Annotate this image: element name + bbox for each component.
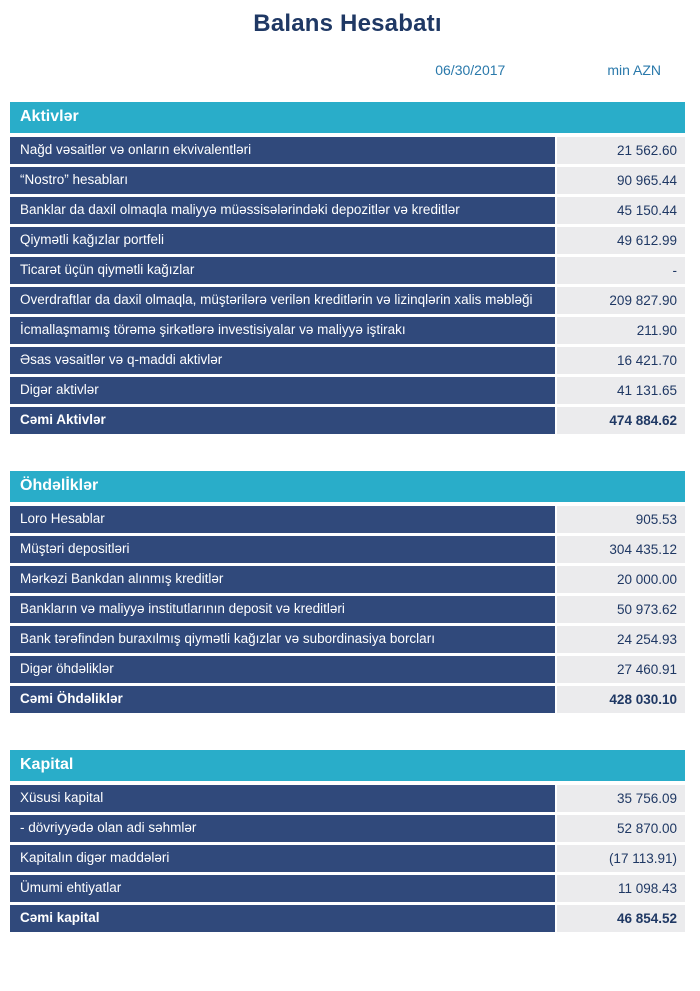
table-row (10, 566, 685, 593)
page-title: Balans Hesabatı (253, 10, 442, 37)
row-label: Loro Hesablar (10, 506, 555, 533)
row-label: Digər aktivlər (10, 377, 555, 404)
row-label: Cəmi kapital (10, 905, 555, 932)
row-label: Ticarət üçün qiymətli kağızlar (10, 257, 555, 284)
table-row (10, 506, 685, 533)
row-label: Nağd vəsaitlər və onların ekvivalentləri (10, 137, 555, 164)
table-row (10, 317, 685, 344)
row-value: 211.90 (557, 317, 685, 344)
unit-label: min AZN (607, 62, 661, 78)
table-row (10, 137, 685, 164)
section-rows (10, 506, 685, 713)
table-row (10, 347, 685, 374)
row-label: Cəmi Öhdəliklər (10, 686, 555, 713)
row-label: “Nostro” hesabları (10, 167, 555, 194)
row-value: - (557, 257, 685, 284)
row-value: 209 827.90 (557, 287, 685, 314)
row-label: Xüsusi kapital (10, 785, 555, 812)
row-label: Əsas vəsaitlər və q-maddi aktivlər (10, 347, 555, 374)
table-row (10, 656, 685, 683)
row-value: 21 562.60 (557, 137, 685, 164)
sections-container (10, 102, 685, 932)
table-row (10, 287, 685, 314)
row-label: - dövriyyədə olan adi səhmlər (10, 815, 555, 842)
table-row (10, 875, 685, 902)
row-label: Kapitalın digər maddələri (10, 845, 555, 872)
table-row (10, 785, 685, 812)
section-header-2: Kapital (10, 750, 685, 781)
table-row (10, 167, 685, 194)
row-value: 50 973.62 (557, 596, 685, 623)
table-row (10, 626, 685, 653)
row-value: 90 965.44 (557, 167, 685, 194)
row-value: 46 854.52 (557, 905, 685, 932)
row-value: 304 435.12 (557, 536, 685, 563)
row-label: Banklar da daxil olmaqla maliyyə müəssisələrindəki depozitlər və kreditlər (10, 197, 555, 224)
row-label: Bankların və maliyyə institutlarının deposit və kreditləri (10, 596, 555, 623)
row-label: Ümumi ehtiyatlar (10, 875, 555, 902)
table-row (10, 536, 685, 563)
section (10, 750, 685, 932)
row-value: 35 756.09 (557, 785, 685, 812)
section-header-1: Öhdəlİklər (10, 471, 685, 502)
table-row (10, 377, 685, 404)
row-label: Digər öhdəliklər (10, 656, 555, 683)
table-row (10, 197, 685, 224)
table-row (10, 845, 685, 872)
table-row (10, 407, 685, 434)
row-label: Overdraftlar da daxil olmaqla, müştərilərə verilən kreditlərin və lizinqlərin xalis məbləği (10, 287, 555, 314)
row-value: 905.53 (557, 506, 685, 533)
row-value: (17 113.91) (557, 845, 685, 872)
row-label: Bank tərəfindən buraxılmış qiymətli kağızlar və subordinasiya borcları (10, 626, 555, 653)
row-value: 428 030.10 (557, 686, 685, 713)
row-label: İcmallaşmamış törəmə şirkətlərə investisiyalar və maliyyə iştirakı (10, 317, 555, 344)
row-value: 52 870.00 (557, 815, 685, 842)
row-label: Cəmi Aktivlər (10, 407, 555, 434)
row-value: 20 000.00 (557, 566, 685, 593)
table-row (10, 257, 685, 284)
row-label: Müştəri depositləri (10, 536, 555, 563)
row-value: 49 612.99 (557, 227, 685, 254)
section (10, 102, 685, 434)
row-value: 24 254.93 (557, 626, 685, 653)
table-row (10, 686, 685, 713)
row-label: Mərkəzi Bankdan alınmış kreditlər (10, 566, 555, 593)
table-row (10, 905, 685, 932)
table-row (10, 596, 685, 623)
table-row (10, 815, 685, 842)
meta-row (10, 62, 685, 78)
row-value: 474 884.62 (557, 407, 685, 434)
section-rows (10, 137, 685, 434)
row-value: 45 150.44 (557, 197, 685, 224)
row-value: 16 421.70 (557, 347, 685, 374)
table-row (10, 227, 685, 254)
row-value: 41 131.65 (557, 377, 685, 404)
section-header-0: Aktivlər (10, 102, 685, 133)
row-label: Qiymətli kağızlar portfeli (10, 227, 555, 254)
row-value: 11 098.43 (557, 875, 685, 902)
section-rows (10, 785, 685, 932)
row-value: 27 460.91 (557, 656, 685, 683)
report-date: 06/30/2017 (435, 62, 506, 78)
section (10, 471, 685, 713)
